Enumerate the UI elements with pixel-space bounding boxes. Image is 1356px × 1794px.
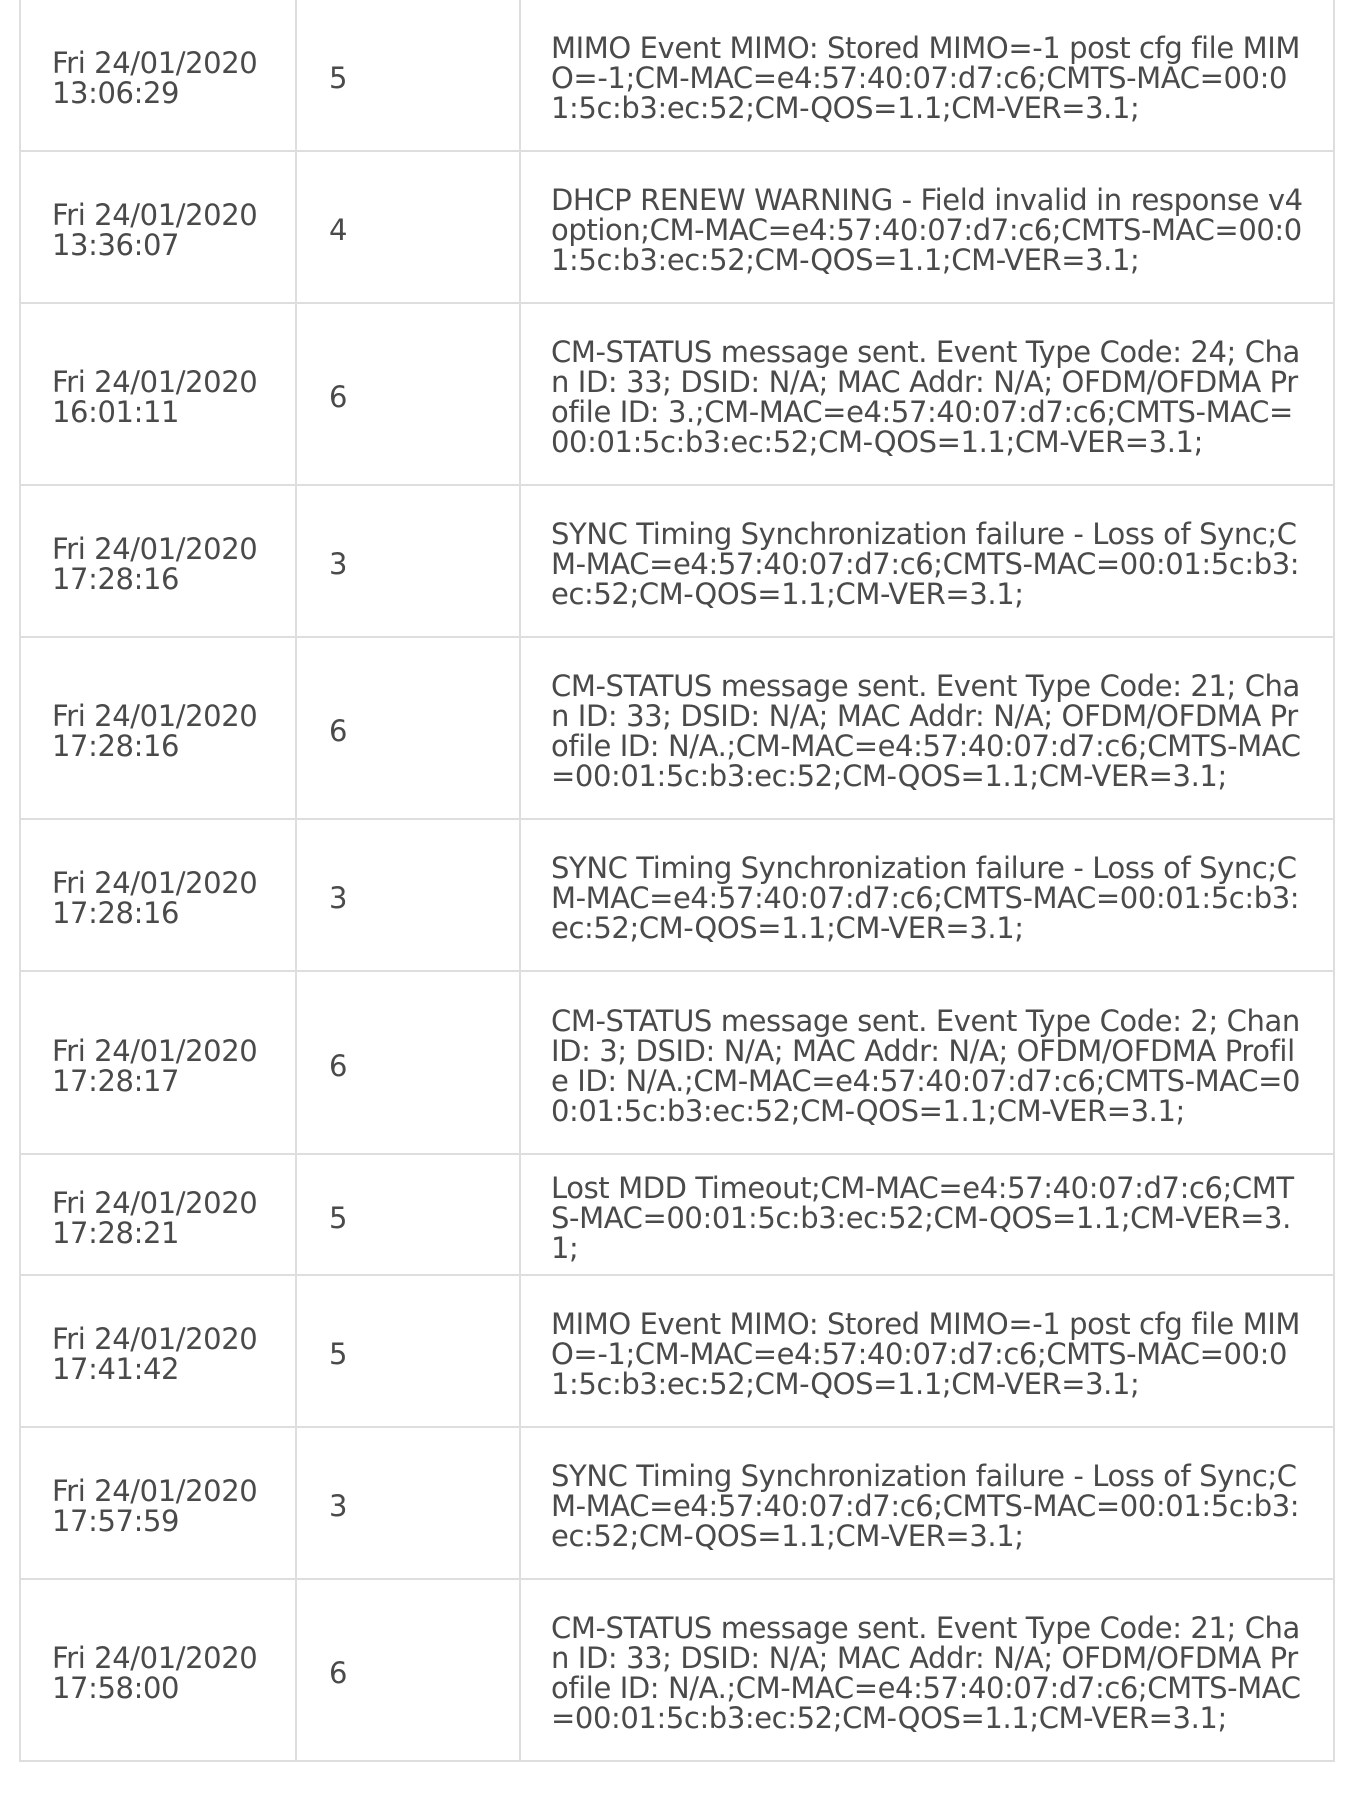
table-row [20,637,1334,819]
event-date: Fri 24/01/2020 [52,46,258,80]
time-cell [20,637,296,819]
description-cell: MIMO Event MIMO: Stored MIMO=-1 post cfg file MIMO=-1;CM-MAC=e4:57:40:07:d7:c6;CMTS-MAC=00:01:5c:b3:ec:52;CM-QOS=1.1;CM-VER=3.1; [520,0,1334,151]
time-cell [20,1275,296,1427]
event-date: Fri 24/01/2020 [52,1185,258,1220]
time-cell [20,1579,296,1761]
event-time: 13:06:29 [52,76,180,110]
table-row [20,0,1334,151]
time-cell [20,485,296,637]
priority-cell: 3 [296,819,520,971]
table-row [20,1579,1334,1761]
description-cell: SYNC Timing Synchronization failure - Loss of Sync;CM-MAC=e4:57:40:07:d7:c6;CMTS-MAC=00:01:5c:b3:ec:52;CM-QOS=1.1;CM-VER=3.1; [520,1427,1334,1579]
description-cell: MIMO Event MIMO: Stored MIMO=-1 post cfg file MIMO=-1;CM-MAC=e4:57:40:07:d7:c6;CMTS-MAC=00:01:5c:b3:ec:52;CM-QOS=1.1;CM-VER=3.1; [520,1275,1334,1427]
event-date: Fri 24/01/2020 [52,1474,258,1508]
event-time: 17:28:16 [52,729,180,763]
priority-cell: 3 [296,1427,520,1579]
priority-cell: 5 [296,1154,520,1275]
event-time: 17:58:00 [52,1671,180,1705]
event-date: Fri 24/01/2020 [52,1033,258,1068]
description-cell: CM-STATUS message sent. Event Type Code: 21; Chan ID: 33; DSID: N/A; MAC Addr: N/A; OFDM/OFDMA Profile ID: N/A.;CM-MAC=e4:57:40:07:d7:c6;CMTS-MAC=00:01:5c:b3:ec:52;CM-QOS=1.1;CM-VER=3.1; [520,1579,1334,1761]
event-time: 17:41:42 [52,1352,180,1386]
event-time: 17:28:16 [52,896,180,930]
description-cell: Lost MDD Timeout;CM-MAC=e4:57:40:07:d7:c6;CMTS-MAC=00:01:5c:b3:ec:52;CM-QOS=1.1;CM-VER=3.1; [520,1154,1334,1275]
description-cell: DHCP RENEW WARNING - Field invalid in response v4 option;CM-MAC=e4:57:40:07:d7:c6;CMTS-MAC=00:01:5c:b3:ec:52;CM-QOS=1.1;CM-VER=3.1; [520,151,1334,303]
description-cell: CM-STATUS message sent. Event Type Code: 24; Chan ID: 33; DSID: N/A; MAC Addr: N/A; OFDM/OFDMA Profile ID: 3.;CM-MAC=e4:57:40:07:d7:c6;CMTS-MAC=00:01:5c:b3:ec:52;CM-QOS=1.1;CM-VER=3.1; [520,303,1334,485]
event-time: 17:28:16 [52,562,180,596]
table-row [20,1427,1334,1579]
event-date: Fri 24/01/2020 [52,532,258,566]
time-cell [20,1154,296,1275]
event-log-table [19,0,1335,1762]
table-row [20,485,1334,637]
table-row [20,303,1334,485]
time-cell [20,971,296,1154]
priority-cell: 6 [296,637,520,819]
event-date: Fri 24/01/2020 [52,1641,258,1675]
event-time: 17:28:21 [52,1215,180,1250]
priority-cell: 6 [296,303,520,485]
priority-cell: 5 [296,0,520,151]
time-cell [20,819,296,971]
table-row [20,971,1334,1154]
time-cell [20,303,296,485]
description-cell: CM-STATUS message sent. Event Type Code: 2; Chan ID: 3; DSID: N/A; MAC Addr: N/A; OFDM/OFDMA Profile ID: N/A.;CM-MAC=e4:57:40:07:d7:c6;CMTS-MAC=00:01:5c:b3:ec:52;CM-QOS=1.1;CM-VER=3.1; [520,971,1334,1154]
event-time: 17:57:59 [52,1504,180,1538]
priority-cell: 6 [296,971,520,1154]
event-date: Fri 24/01/2020 [52,699,258,733]
event-time: 16:01:11 [52,395,180,429]
time-cell [20,151,296,303]
event-date: Fri 24/01/2020 [52,198,258,232]
description-cell: CM-STATUS message sent. Event Type Code: 21; Chan ID: 33; DSID: N/A; MAC Addr: N/A; OFDM/OFDMA Profile ID: N/A.;CM-MAC=e4:57:40:07:d7:c6;CMTS-MAC=00:01:5c:b3:ec:52;CM-QOS=1.1;CM-VER=3.1; [520,637,1334,819]
priority-cell: 5 [296,1275,520,1427]
event-date: Fri 24/01/2020 [52,1322,258,1356]
event-date: Fri 24/01/2020 [52,866,258,900]
time-cell [20,0,296,151]
table-row [20,1154,1334,1275]
description-cell: SYNC Timing Synchronization failure - Loss of Sync;CM-MAC=e4:57:40:07:d7:c6;CMTS-MAC=00:01:5c:b3:ec:52;CM-QOS=1.1;CM-VER=3.1; [520,485,1334,637]
event-date: Fri 24/01/2020 [52,365,258,399]
table-row [20,151,1334,303]
priority-cell: 4 [296,151,520,303]
event-time: 17:28:17 [52,1063,180,1098]
priority-cell: 6 [296,1579,520,1761]
table-row [20,819,1334,971]
event-time: 13:36:07 [52,228,180,262]
priority-cell: 3 [296,485,520,637]
table-row [20,1275,1334,1427]
description-cell: SYNC Timing Synchronization failure - Loss of Sync;CM-MAC=e4:57:40:07:d7:c6;CMTS-MAC=00:01:5c:b3:ec:52;CM-QOS=1.1;CM-VER=3.1; [520,819,1334,971]
time-cell [20,1427,296,1579]
